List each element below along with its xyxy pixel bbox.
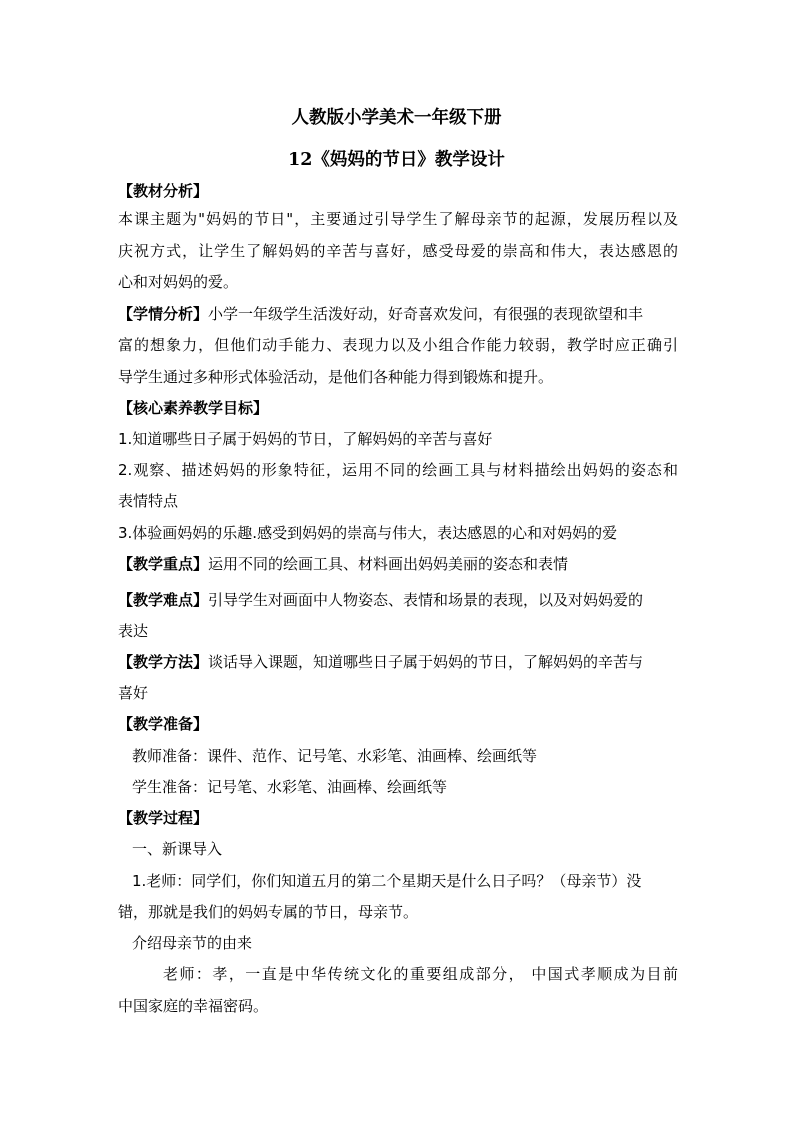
document-title: 人教版小学美术一年级下册 — [291, 108, 502, 128]
core-goal-item: 1.知道哪些日子属于妈妈的节日，了解妈妈的辛苦与喜好 — [118, 430, 493, 448]
textbook-analysis-line: 心和对妈妈的爱。 — [118, 273, 239, 291]
key-points-heading: 【教学重点】 — [118, 555, 209, 573]
document-subtitle: 12《妈妈的节日》教学设计 — [288, 150, 505, 170]
student-analysis-line — [118, 303, 678, 325]
student-analysis-text: 小学一年级学生活泼好动，好奇喜欢发问，有很强的表现欲望和丰 — [208, 305, 644, 323]
methods-text: 谈话导入课题，知道哪些日子属于妈妈的节日，了解妈妈的辛苦与 — [208, 653, 644, 671]
core-goals-heading: 【核心素养教学目标】 — [118, 399, 269, 417]
difficulties-line — [118, 589, 678, 611]
process-item: 1.老师：同学们，你们知道五月的第二个星期天是什么日子吗？（母亲节）没 — [132, 872, 642, 890]
key-points-text: 运用不同的绘画工具、材料画出妈妈美丽的姿态和表情 — [208, 555, 569, 573]
textbook-analysis-line: 本课主题为"妈妈的节日"，主要通过引导学生了解母亲节的起源，发展历程以及 — [118, 210, 678, 228]
core-goal-item: 表情特点 — [118, 492, 179, 510]
textbook-analysis-line: 庆祝方式，让学生了解妈妈的辛苦与喜好，感受母爱的崇高和伟大，表达感恩的 — [118, 242, 678, 260]
student-analysis-line: 富的想象力，但他们动手能力、表现力以及小组合作能力较弱，教学时应正确引 — [118, 336, 678, 354]
student-analysis-line: 导学生通过多种形式体验活动，是他们各种能力得到锻炼和提升。 — [118, 368, 554, 386]
difficulties-line: 表达 — [118, 622, 149, 640]
preparation-heading: 【教学准备】 — [118, 715, 209, 733]
student-preparation: 学生准备：记号笔、水彩笔、油画棒、绘画纸等 — [132, 778, 448, 796]
process-heading: 【教学过程】 — [118, 809, 209, 827]
core-goal-item: 3.体验画妈妈的乐趣.感受到妈妈的崇高与伟大，表达感恩的心和对妈妈的爱 — [118, 524, 618, 542]
process-item: 错，那就是我们的妈妈专属的节日，母亲节。 — [118, 903, 419, 921]
process-paragraph: 老师：孝，一直是中华传统文化的重要组成部分， 中国式孝顺成为目前 — [163, 965, 678, 983]
key-points-line — [118, 553, 678, 575]
methods-line — [118, 651, 678, 673]
difficulties-text: 引导学生对画面中人物姿态、表情和场景的表现，以及对妈妈爱的 — [208, 591, 644, 609]
student-analysis-heading: 【学情分析】 — [118, 305, 209, 323]
process-section-title: 一、新课导入 — [132, 840, 223, 858]
process-paragraph: 中国家庭的幸福密码。 — [118, 997, 269, 1015]
methods-line: 喜好 — [118, 684, 149, 702]
teacher-preparation: 教师准备：课件、范作、记号笔、水彩笔、油画棒、绘画纸等 — [132, 747, 538, 765]
core-goal-item: 2.观察、描述妈妈的形象特征，运用不同的绘画工具与材料描绘出妈妈的姿态和 — [118, 461, 678, 479]
methods-heading: 【教学方法】 — [118, 653, 209, 671]
textbook-analysis-heading: 【教材分析】 — [118, 182, 209, 200]
process-subtitle: 介绍母亲节的由来 — [132, 934, 253, 952]
difficulties-heading: 【教学难点】 — [118, 591, 209, 609]
